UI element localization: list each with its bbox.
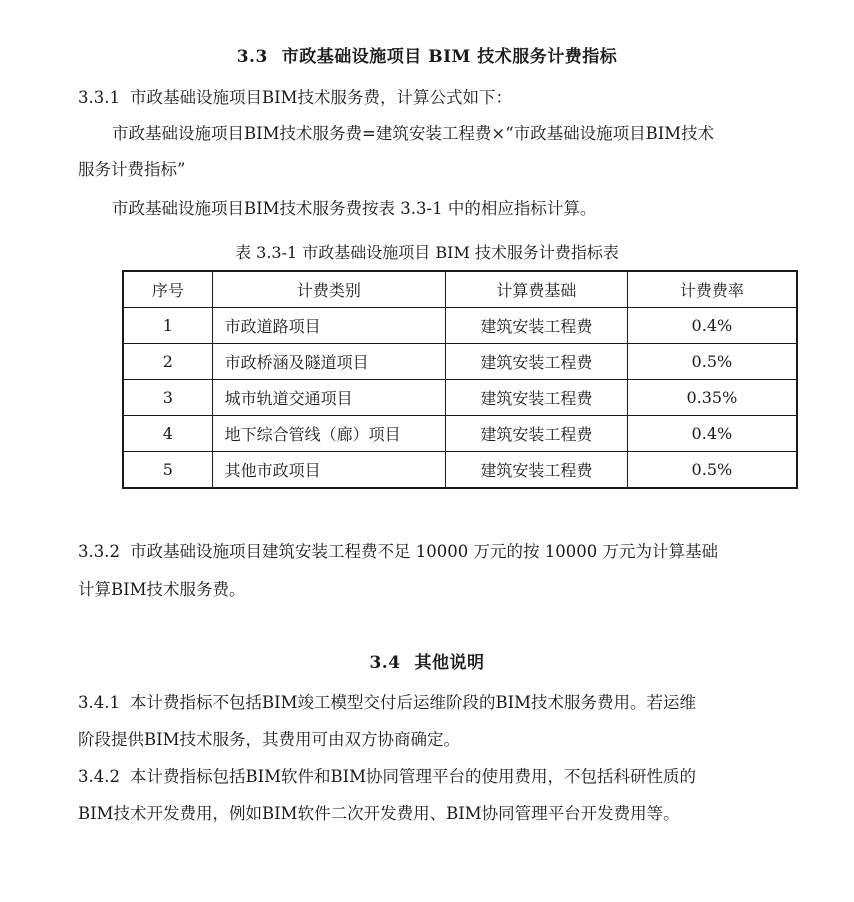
paragraph-3-3-2-line-1 — [78, 534, 718, 570]
header-rate: 计费费率 — [627, 271, 797, 308]
cell-rate: 0.4% — [627, 308, 797, 344]
table-header-row — [123, 271, 797, 308]
cell-index: 5 — [123, 452, 212, 489]
cell-category: 城市轨道交通项目 — [212, 380, 445, 416]
paragraph-3-4-1-line-2: 阶段提供BIM技术服务，其费用可由双方协商确定。 — [78, 730, 461, 749]
section-heading-3-3 — [0, 42, 854, 67]
cell-base: 建筑安装工程费 — [446, 452, 628, 489]
clause-number: 3.3.2 — [78, 542, 120, 561]
cell-index: 3 — [123, 380, 212, 416]
cell-category: 地下综合管线（廊）项目 — [212, 416, 445, 452]
cell-index: 4 — [123, 416, 212, 452]
clause-text: 本计费指标包括BIM软件和BIM协同管理平台的使用费用，不包括科研性质的 — [129, 767, 697, 786]
section-number: 3.3 — [236, 47, 268, 67]
fee-rate-table — [122, 270, 798, 489]
clause-text: 市政基础设施项目BIM技术服务费，计算公式如下： — [129, 88, 513, 107]
formula-line-2: 服务计费指标” — [78, 160, 186, 179]
section-heading-3-4 — [0, 648, 854, 673]
paragraph-3-4-2-line-1 — [78, 759, 696, 795]
cell-category: 其他市政项目 — [212, 452, 445, 489]
table-row — [123, 452, 797, 489]
cell-rate: 0.4% — [627, 416, 797, 452]
cell-index: 2 — [123, 344, 212, 380]
header-category: 计费类别 — [212, 271, 445, 308]
formula-note: 市政基础设施项目BIM技术服务费按表 3.3-1 中的相应指标计算。 — [112, 199, 597, 218]
table-row — [123, 380, 797, 416]
cell-index: 1 — [123, 308, 212, 344]
header-index: 序号 — [123, 271, 212, 308]
cell-rate: 0.35% — [627, 380, 797, 416]
clause-number: 3.3.1 — [78, 88, 120, 107]
paragraph-3-3-1 — [78, 80, 512, 116]
clause-number: 3.4.2 — [78, 767, 120, 786]
section-number: 3.4 — [369, 653, 401, 673]
table-caption: 表 3.3-1 市政基础设施项目 BIM 技术服务计费指标表 — [235, 243, 619, 262]
cell-rate: 0.5% — [627, 452, 797, 489]
cell-base: 建筑安装工程费 — [446, 344, 628, 380]
cell-rate: 0.5% — [627, 344, 797, 380]
paragraph-3-3-2-line-2: 计算BIM技术服务费。 — [78, 580, 246, 599]
clause-text: 市政基础设施项目建筑安装工程费不足 10000 万元的按 10000 万元为计算基础 — [129, 542, 718, 561]
section-title: 其他说明 — [414, 653, 485, 673]
cell-category: 市政道路项目 — [212, 308, 445, 344]
cell-category: 市政桥涵及隧道项目 — [212, 344, 445, 380]
section-title: 市政基础设施项目 BIM 技术服务计费指标 — [281, 47, 618, 67]
formula-line-1: 市政基础设施项目BIM技术服务费=建筑安装工程费×“市政基础设施项目BIM技术 — [112, 124, 715, 143]
table-row — [123, 416, 797, 452]
clause-number: 3.4.1 — [78, 693, 120, 712]
paragraph-3-4-1-line-1 — [78, 685, 696, 721]
cell-base: 建筑安装工程费 — [446, 380, 628, 416]
table-row — [123, 308, 797, 344]
cell-base: 建筑安装工程费 — [446, 308, 628, 344]
paragraph-3-4-2-line-2: BIM技术开发费用，例如BIM软件二次开发费用、BIM协同管理平台开发费用等。 — [78, 804, 680, 823]
table-row — [123, 344, 797, 380]
clause-text: 本计费指标不包括BIM竣工模型交付后运维阶段的BIM技术服务费用。若运维 — [129, 693, 697, 712]
cell-base: 建筑安装工程费 — [446, 416, 628, 452]
header-base: 计算费基础 — [446, 271, 628, 308]
